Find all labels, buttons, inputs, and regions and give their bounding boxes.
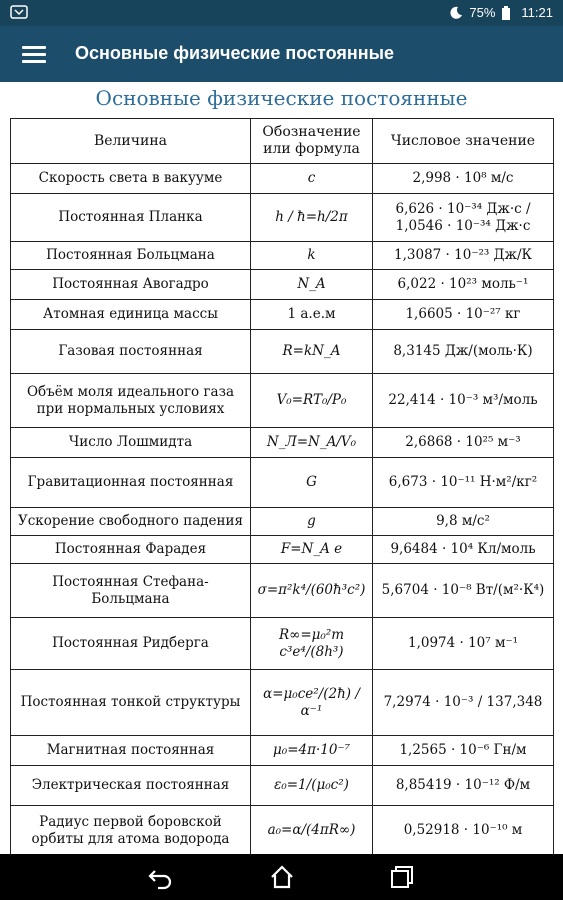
row-symbol: c bbox=[251, 164, 373, 194]
home-icon[interactable] bbox=[268, 863, 296, 891]
table-row bbox=[11, 766, 554, 806]
back-icon[interactable] bbox=[146, 863, 174, 891]
row-value: 1,0974 · 10⁷ м⁻¹ bbox=[373, 618, 554, 670]
table-row bbox=[11, 564, 554, 618]
table-row bbox=[11, 508, 554, 536]
row-symbol: V₀=RT₀/P₀ bbox=[251, 374, 373, 428]
app-title: Основные физические постоянные bbox=[75, 43, 394, 63]
table-row bbox=[11, 330, 554, 374]
row-value: 22,414 · 10⁻³ м³/моль bbox=[373, 374, 554, 428]
row-value: 8,3145 Дж/(моль·К) bbox=[373, 330, 554, 374]
battery-percentage: 75% bbox=[469, 5, 496, 20]
row-value: 9,8 м/с² bbox=[373, 508, 554, 536]
row-value: 1,2565 · 10⁻⁶ Гн/м bbox=[373, 736, 554, 766]
row-name: Постоянная Авогадро bbox=[11, 270, 251, 300]
row-symbol: μ₀=4π·10⁻⁷ bbox=[251, 736, 373, 766]
header-symbol: Обозначение или формула bbox=[251, 119, 373, 164]
row-symbol: F=N_A e bbox=[251, 536, 373, 564]
row-value: 7,2974 · 10⁻³ / 137,348 bbox=[373, 670, 554, 736]
table-row bbox=[11, 374, 554, 428]
row-symbol: k bbox=[251, 242, 373, 270]
row-name: Постоянная Фарадея bbox=[11, 536, 251, 564]
row-name: Постоянная Больцмана bbox=[11, 242, 251, 270]
table-header-row bbox=[11, 119, 554, 164]
constants-table bbox=[10, 118, 554, 854]
document-view[interactable] bbox=[0, 82, 563, 854]
table-row bbox=[11, 736, 554, 766]
row-symbol: G bbox=[251, 458, 373, 508]
clock: 11:21 bbox=[521, 5, 553, 20]
row-value: 5,6704 · 10⁻⁸ Вт/(м²·К⁴) bbox=[373, 564, 554, 618]
table-row bbox=[11, 194, 554, 242]
row-name: Газовая постоянная bbox=[11, 330, 251, 374]
row-symbol: ε₀=1/(μ₀c²) bbox=[251, 766, 373, 806]
row-name: Электрическая постоянная bbox=[11, 766, 251, 806]
row-name: Атомная единица массы bbox=[11, 300, 251, 330]
table-row bbox=[11, 164, 554, 194]
row-value: 1,3087 · 10⁻²³ Дж/К bbox=[373, 242, 554, 270]
row-value: 6,673 · 10⁻¹¹ Н·м²/кг² bbox=[373, 458, 554, 508]
table-row bbox=[11, 536, 554, 564]
row-symbol: h / ħ=h/2π bbox=[251, 194, 373, 242]
table-row bbox=[11, 300, 554, 330]
row-name: Гравитационная постоянная bbox=[11, 458, 251, 508]
table-row bbox=[11, 458, 554, 508]
battery-icon bbox=[501, 6, 515, 20]
row-value: 2,998 · 10⁸ м/с bbox=[373, 164, 554, 194]
row-symbol: σ=π²k⁴/(60ħ³c²) bbox=[251, 564, 373, 618]
row-name: Скорость света в вакууме bbox=[11, 164, 251, 194]
row-name: Постоянная Ридберга bbox=[11, 618, 251, 670]
header-quantity: Величина bbox=[11, 119, 251, 164]
row-symbol: N_Л=N_A/V₀ bbox=[251, 428, 373, 458]
table-row bbox=[11, 270, 554, 300]
row-name: Объём моля идеального газа при нормальных условиях bbox=[11, 374, 251, 428]
row-name: Постоянная тонкой структуры bbox=[11, 670, 251, 736]
notification-icon bbox=[10, 5, 28, 19]
row-symbol: R∞=μ₀²m c³e⁴/(8h³) bbox=[251, 618, 373, 670]
row-symbol: 1 а.е.м bbox=[251, 300, 373, 330]
table-row bbox=[11, 806, 554, 855]
row-name: Радиус первой боровской орбиты для атома водорода bbox=[11, 806, 251, 855]
app-bar bbox=[0, 26, 563, 82]
row-symbol: α=μ₀ce²/(2ħ) / α⁻¹ bbox=[251, 670, 373, 736]
row-name: Магнитная постоянная bbox=[11, 736, 251, 766]
table-row bbox=[11, 618, 554, 670]
row-value: 9,6484 · 10⁴ Кл/моль bbox=[373, 536, 554, 564]
row-value: 1,6605 · 10⁻²⁷ кг bbox=[373, 300, 554, 330]
row-name: Постоянная Планка bbox=[11, 194, 251, 242]
status-bar bbox=[0, 0, 563, 26]
row-name: Число Лошмидта bbox=[11, 428, 251, 458]
table-row bbox=[11, 242, 554, 270]
system-nav-bar bbox=[0, 854, 563, 900]
row-value: 6,626 · 10⁻³⁴ Дж·с / 1,0546 · 10⁻³⁴ Дж·с bbox=[373, 194, 554, 242]
document-title: Основные физические постоянные bbox=[95, 86, 468, 110]
recents-icon[interactable] bbox=[388, 863, 416, 891]
row-value: 6,022 · 10²³ моль⁻¹ bbox=[373, 270, 554, 300]
table-row bbox=[11, 428, 554, 458]
hamburger-menu-icon[interactable] bbox=[22, 42, 46, 66]
table-row bbox=[11, 670, 554, 736]
row-value: 2,6868 · 10²⁵ м⁻³ bbox=[373, 428, 554, 458]
header-value: Числовое значение bbox=[373, 119, 554, 164]
row-name: Постоянная Стефана-Больцмана bbox=[11, 564, 251, 618]
row-symbol: R=kN_A bbox=[251, 330, 373, 374]
row-value: 8,85419 · 10⁻¹² Ф/м bbox=[373, 766, 554, 806]
row-symbol: N_A bbox=[251, 270, 373, 300]
moon-icon bbox=[449, 6, 463, 20]
row-name: Ускорение свободного падения bbox=[11, 508, 251, 536]
row-symbol: a₀=α/(4πR∞) bbox=[251, 806, 373, 855]
row-symbol: g bbox=[251, 508, 373, 536]
row-value: 0,52918 · 10⁻¹⁰ м bbox=[373, 806, 554, 855]
